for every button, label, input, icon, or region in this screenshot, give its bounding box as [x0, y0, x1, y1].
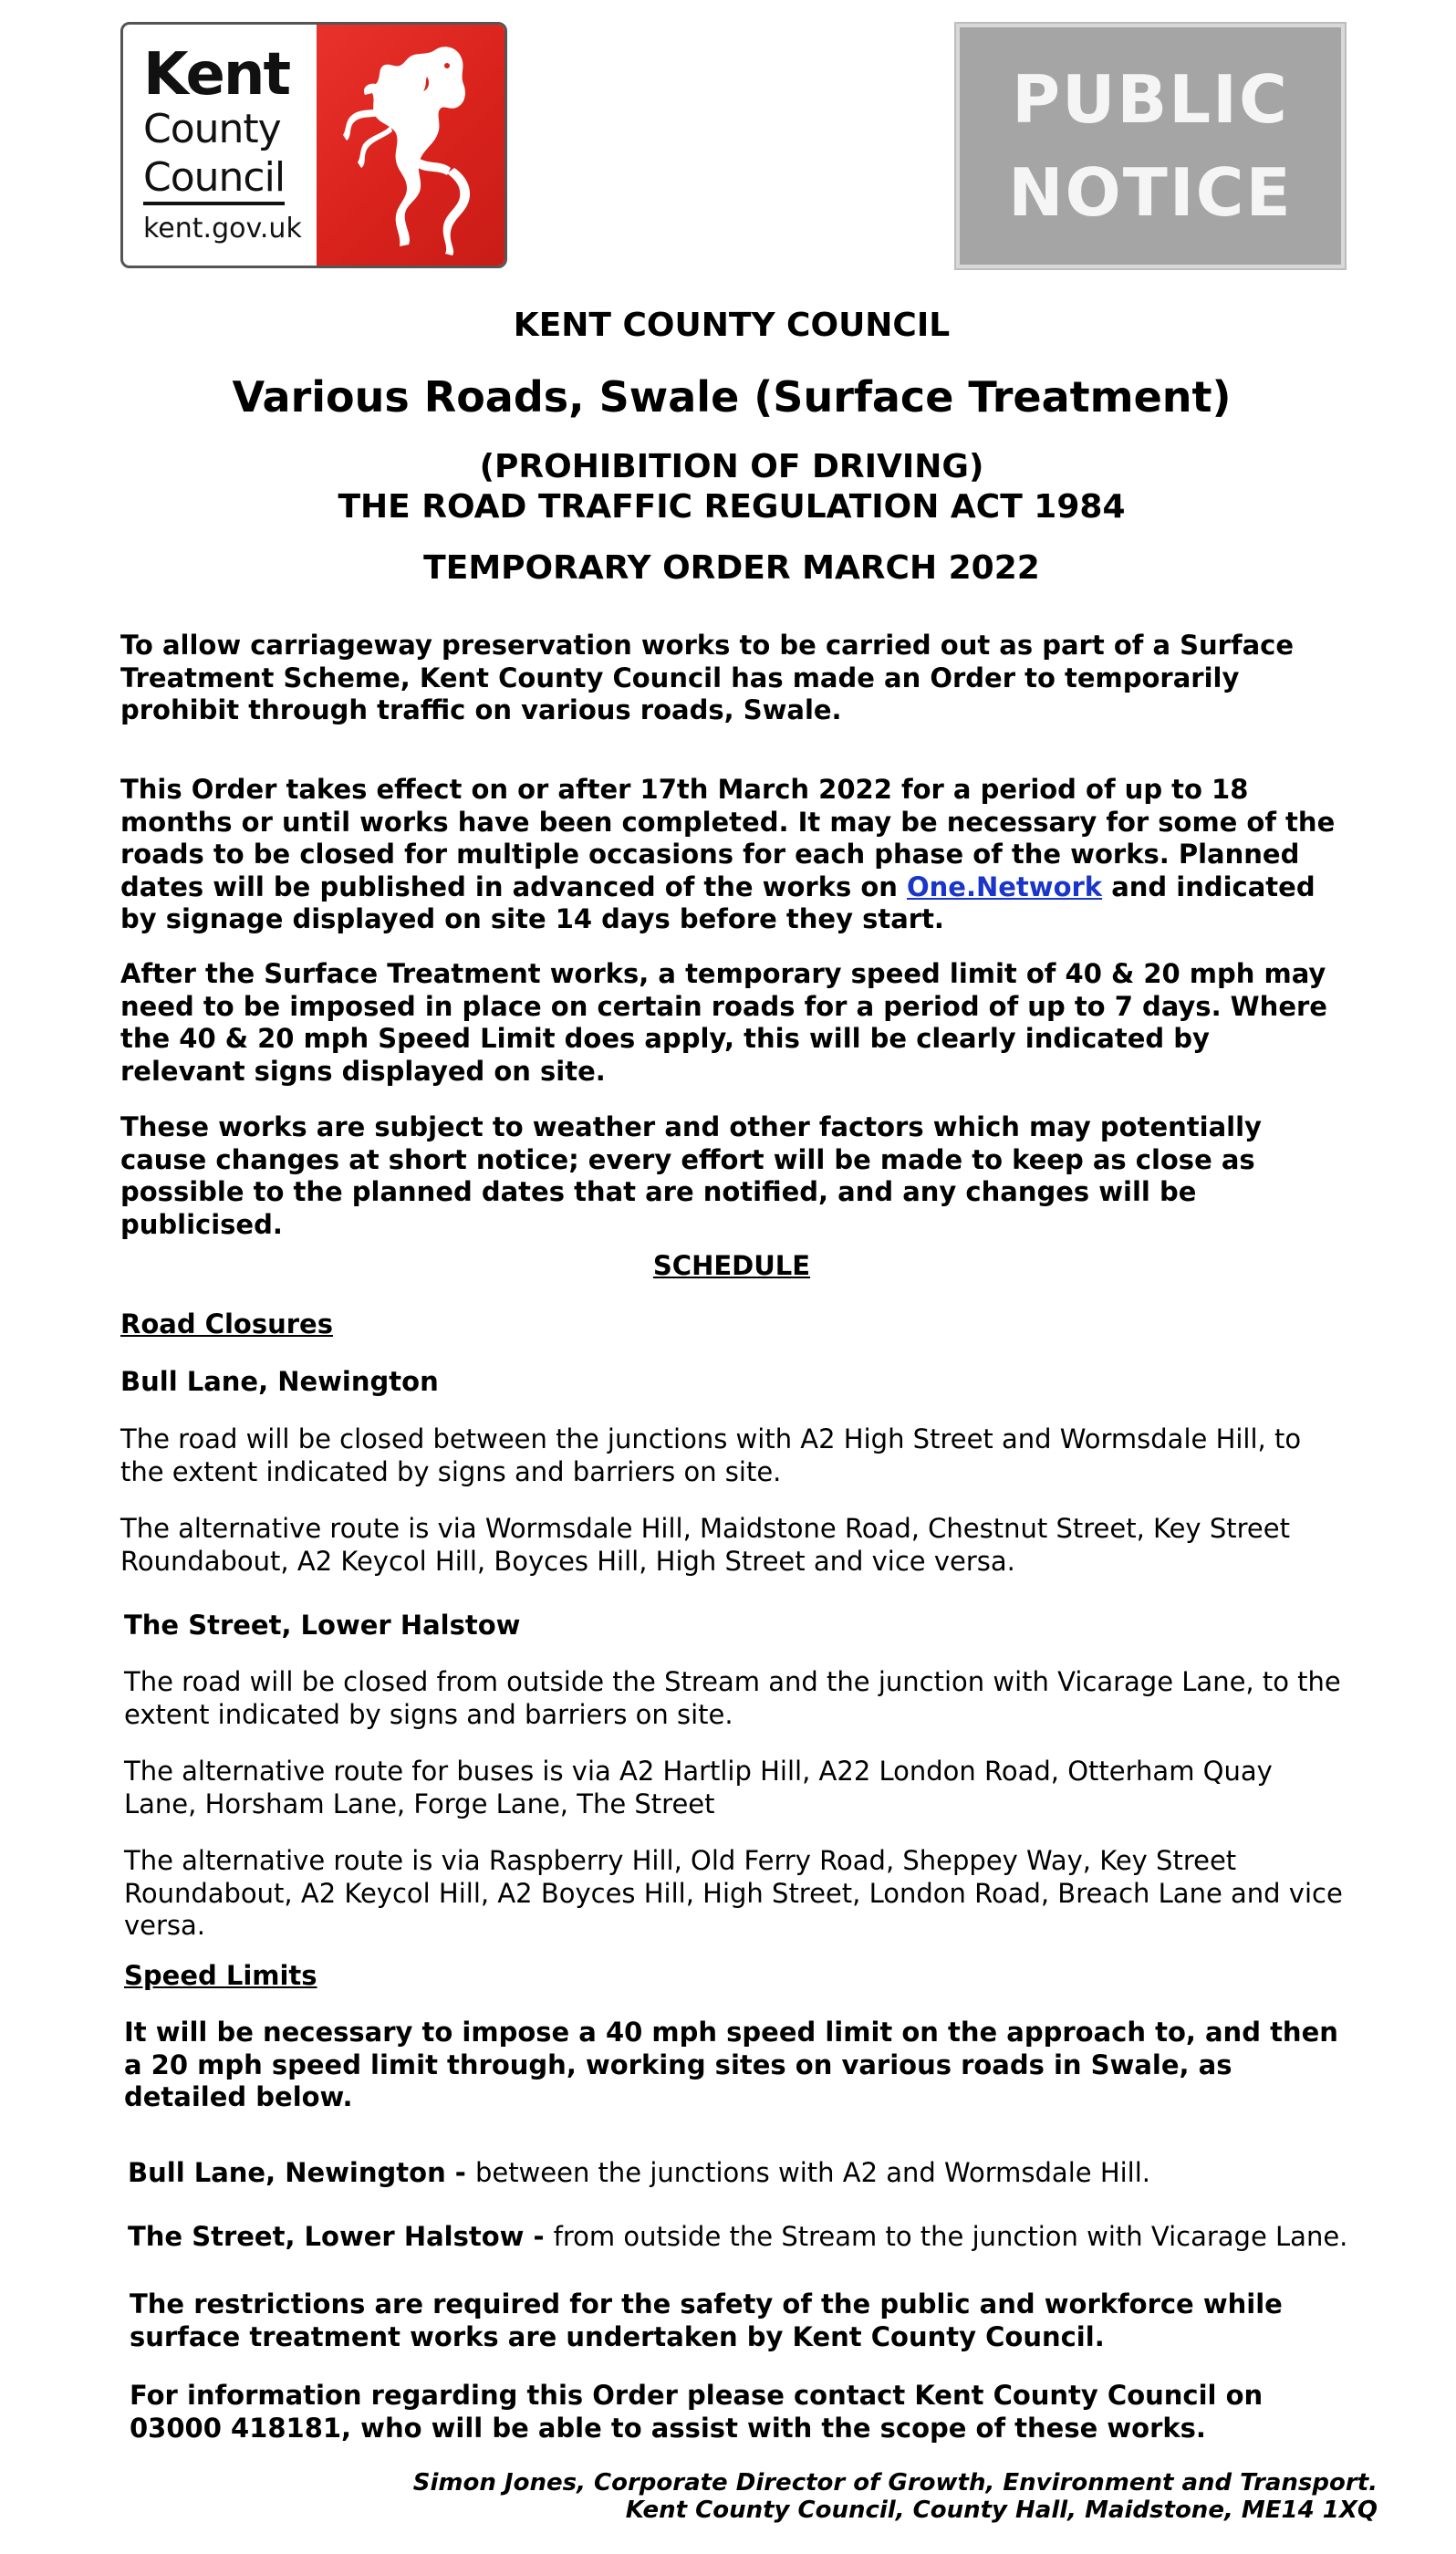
restrictions-statement: The restrictions are required for the safety of the public and workforce while surface treatment works are undertaken by Kent County Council. — [130, 2288, 1283, 2352]
speed-limit-the-street — [128, 2221, 1350, 2254]
public-notice-line2: NOTICE — [1008, 154, 1293, 231]
intro-paragraph-1: To allow carriageway preservation works to be carried out as part of a Surface Treatment Scheme, Kent County Council has made an Order to temporarily prohibit through traffic on various roads, Swale. — [120, 630, 1294, 725]
one-network-link[interactable]: One.Network — [907, 870, 1103, 902]
speed-the-street-text: from outside the Stream to the junction with Vicarage Lane. — [553, 2221, 1348, 2252]
horse-svg — [328, 31, 493, 259]
logo-line-council: Council — [143, 154, 285, 205]
intro-paragraph-4: These works are subject to weather and other factors which may potentially cause changes at short notice; every effort will be made to keep as close as possible to the planned dates that are notified, and any changes will be publicised. — [120, 1111, 1262, 1240]
intro-p2-start: This Order takes effect on or after 17th March 2022 for a period of up to 18 months or until works have been completed. It may be necessary for some of the roads to be closed for multiple occasions for each phase of the works. Planned dates will be published in advanced of the works on — [120, 774, 1336, 902]
speed-bull-lane-name: Bull Lane, Newington - — [128, 2157, 475, 2188]
prohibition-heading: (PROHIBITION OF DRIVING) — [479, 448, 984, 485]
public-notice-badge — [956, 24, 1345, 268]
intro-paragraph-2 — [120, 774, 1343, 936]
the-street-heading: The Street, Lower Halstow — [124, 1610, 521, 1641]
the-street-closure-text: The road will be closed from outside the Stream and the junction with Vicarage Lane, to the extent indicated by signs and barriers on site. — [124, 1666, 1341, 1730]
bull-lane-alternative-route: The alternative route is via Wormsdale Hill, Maidstone Road, Chestnut Street, Key Street Roundabout, A2 Keycol Hill, Boyces Hill, High Street and vice versa. — [120, 1513, 1290, 1577]
kent-county-council-logo — [120, 22, 507, 268]
speed-limits-heading: Speed Limits — [124, 1960, 317, 1991]
the-street-alternative-route: The alternative route is via Raspberry Hill, Old Ferry Road, Sheppey Way, Key Street Roundabout, A2 Keycol Hill, A2 Boyces Hill, High Street, London Road, Breach Lane and vice versa. — [124, 1845, 1343, 1941]
speed-limit-bull-lane — [128, 2157, 1350, 2190]
speed-limits-intro: It will be necessary to impose a 40 mph speed limit on the approach to, and then a 20 mph speed limit through, working sites on various roads in Swale, as detailed below. — [124, 2017, 1338, 2112]
council-heading: KENT COUNTY COUNCIL — [513, 307, 951, 344]
intro-p2-end: and indicated by signage displayed on site 14 days before they start. — [120, 870, 1316, 934]
signature-line-2: Kent County Council, County Hall, Maidstone, ME14 1XQ — [625, 2497, 1378, 2524]
bull-lane-heading: Bull Lane, Newington — [120, 1366, 439, 1397]
bull-lane-closure-text: The road will be closed between the junctions with A2 High Street and Wormsdale Hill, to the extent indicated by signs and barriers on site. — [120, 1423, 1302, 1487]
signature-line-1: Simon Jones, Corporate Director of Growth, Environment and Transport. — [412, 2469, 1378, 2497]
speed-bull-lane-text: between the junctions with A2 and Wormsdale Hill. — [474, 2157, 1151, 2188]
order-type-heading — [120, 447, 1343, 527]
logo-line-website: kent.gov.uk — [143, 213, 302, 245]
logo-wordmark — [123, 25, 317, 266]
act-heading: THE ROAD TRAFFIC REGULATION ACT 1984 — [338, 488, 1126, 526]
logo-line-county: County — [143, 106, 281, 152]
contact-statement: For information regarding this Order please contact Kent County Council on 03000 418181, who will be able to assist with the scope of these works. — [130, 2380, 1264, 2444]
schedule-heading: SCHEDULE — [652, 1250, 811, 1281]
the-street-bus-route: The alternative route for buses is via A2 Hartlip Hill, A22 London Road, Otterham Quay Lane, Horsham Lane, Forge Lane, The Street — [124, 1756, 1273, 1819]
road-closures-heading: Road Closures — [120, 1308, 333, 1340]
intro-paragraph-3: After the Surface Treatment works, a temporary speed limit of 40 & 20 mph may need to be imposed in place on certain roads for a period of up to 7 days. Where the 40 & 20 mph Speed Limit does apply, this will be clearly indicated by relevant signs displayed on site. — [120, 958, 1327, 1087]
invicta-horse-icon — [317, 25, 504, 266]
signature-block — [155, 2469, 1378, 2524]
public-notice-line1: PUBLIC — [1012, 61, 1289, 138]
logo-line-kent: Kent — [143, 41, 290, 109]
temporary-order-heading: TEMPORARY ORDER MARCH 2022 — [423, 549, 1040, 587]
speed-the-street-name: The Street, Lower Halstow - — [128, 2221, 554, 2252]
page-title: Various Roads, Swale (Surface Treatment) — [232, 372, 1232, 422]
